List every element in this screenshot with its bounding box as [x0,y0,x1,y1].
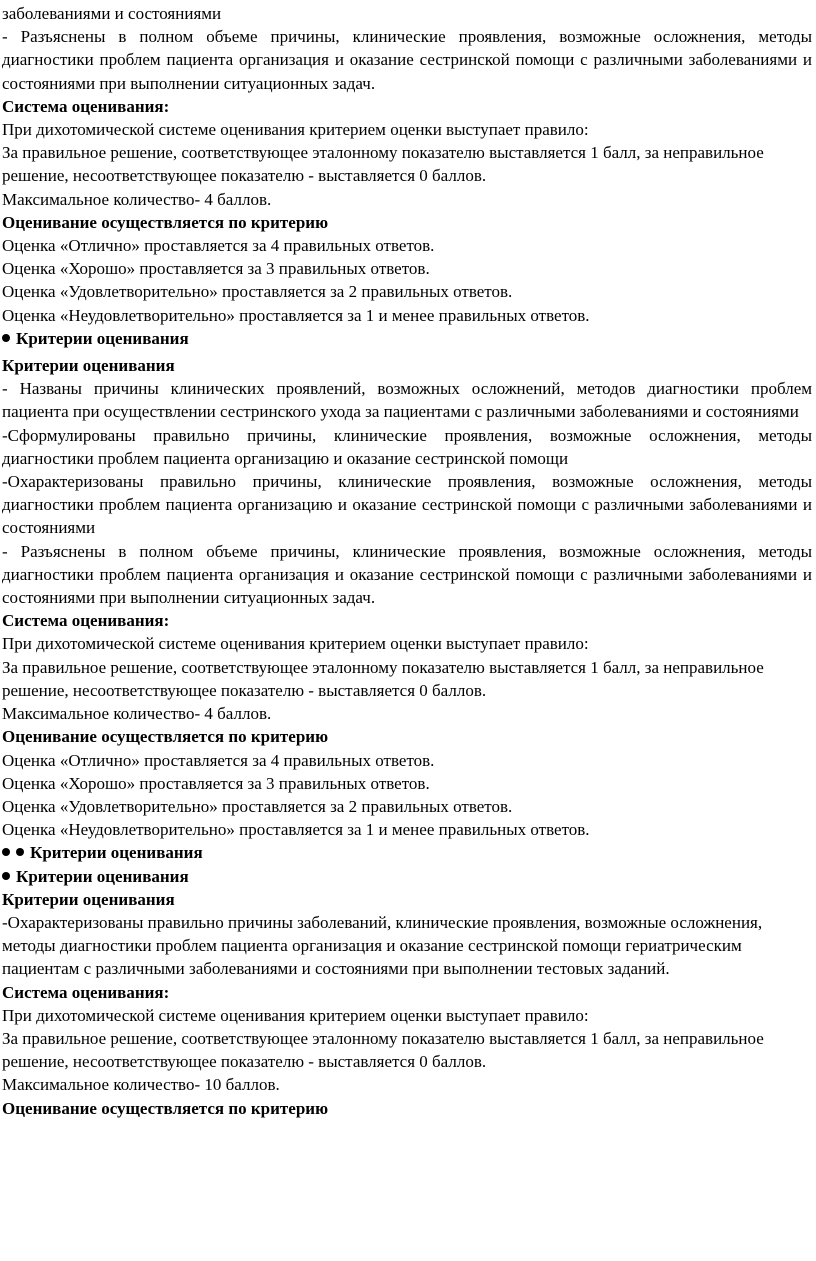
section-heading: Оценивание осуществляется по критерию [2,212,329,232]
grade-line: Оценка «Хорошо» проставляется за 3 правильных ответов. [2,773,430,793]
criterion-item: -Сформулированы правильно причины, клинические проявления, возможные осложнения, методы диагностики проблем пациента организацию и оказание сестринской помощи [2,425,812,468]
section-heading: Критерии оценивания [2,356,175,376]
text-line: При дихотомической системе оценивания критерием оценки выступает правило: [2,120,589,140]
text-line: Максимальное количество- 4 баллов. [2,704,272,724]
section-heading: Оценивание осуществляется по критерию [2,727,329,747]
criterion-item: - Разъяснены в полном объеме причины, клинические проявления, возможные осложнения, методы диагностики проблем пациента организация и оказание сестринской помощи с различными заболеваниями и состояниями при выполнении ситуационных задач. [2,541,812,608]
bullet-heading: Критерии оценивания [2,865,812,888]
bullet-heading: Критерии оценивания [2,841,812,864]
text-line: Максимальное количество- 10 баллов. [2,1075,280,1095]
section-heading: Система оценивания: [2,982,170,1002]
criterion-item: - Названы причины клинических проявлений, возможных осложнений, методов диагностики проблем пациента при осуществлении сестринского ухода за пациентами с различными заболеваниями и состояниями [2,379,812,422]
section-heading: Оценивание осуществляется по критерию [2,1098,329,1118]
grade-line: Оценка «Хорошо» проставляется за 3 правильных ответов. [2,259,430,279]
criterion-item: - Разъяснены в полном объеме причины, клинические проявления, возможные осложнения, методы диагностики проблем пациента организация и оказание сестринской помощи с различными заболеваниями и состояниями при выполнении ситуационных задач. [2,27,812,93]
text-line: При дихотомической системе оценивания критерием оценки выступает правило: [2,634,589,654]
bullet-heading: Критерии оценивания [2,327,812,350]
bullet-icon [16,848,24,856]
text-line: При дихотомической системе оценивания критерием оценки выступает правило: [2,1005,589,1025]
section-heading: Система оценивания: [2,96,170,116]
text-line: заболеваниями и состояниями [2,4,222,23]
criterion-item: -Охарактеризованы правильно причины заболеваний, клинические проявления, возможные осложнения, методы диагностики проблем пациента организация и оказание сестринской помощи гериатрическим пациентам с различными заболеваниями и состояниями при выполнении тестовых заданий. [2,912,763,979]
grade-line: Оценка «Неудовлетворительно» проставляется за 1 и менее правильных ответов. [2,820,590,840]
grade-line: Оценка «Удовлетворительно» проставляется за 2 правильных ответов. [2,282,513,302]
section-heading: Критерии оценивания [2,889,175,909]
grade-line: Оценка «Отлично» проставляется за 4 правильных ответов. [2,750,435,770]
text-line: За правильное решение, соответствующее эталонному показателю выставляется 1 балл, за неправильное решение, несоответствующее показателю - выставляется 0 баллов. [2,143,764,186]
grade-line: Оценка «Неудовлетворительно» проставляется за 1 и менее правильных ответов. [2,305,590,325]
grade-line: Оценка «Удовлетворительно» проставляется за 2 правильных ответов. [2,796,513,816]
text-line: За правильное решение, соответствующее эталонному показателю выставляется 1 балл, за неправильное решение, несоответствующее показателю - выставляется 0 баллов. [2,1028,764,1072]
section-heading: Система оценивания: [2,611,170,631]
text-line: Максимальное количество- 4 баллов. [2,189,272,209]
bullet-icon [2,872,10,880]
grade-line: Оценка «Отлично» проставляется за 4 правильных ответов. [2,236,435,256]
text-line: За правильное решение, соответствующее эталонному показателю выставляется 1 балл, за неправильное решение, несоответствующее показателю - выставляется 0 баллов. [2,657,764,700]
bullet-icon [2,848,10,856]
bullet-icon [2,334,10,342]
criterion-item: -Охарактеризованы правильно причины, клинические проявления, возможные осложнения, методы диагностики проблем пациента организацию и оказание сестринской помощи с различными заболеваниями и состояниями [2,472,812,538]
